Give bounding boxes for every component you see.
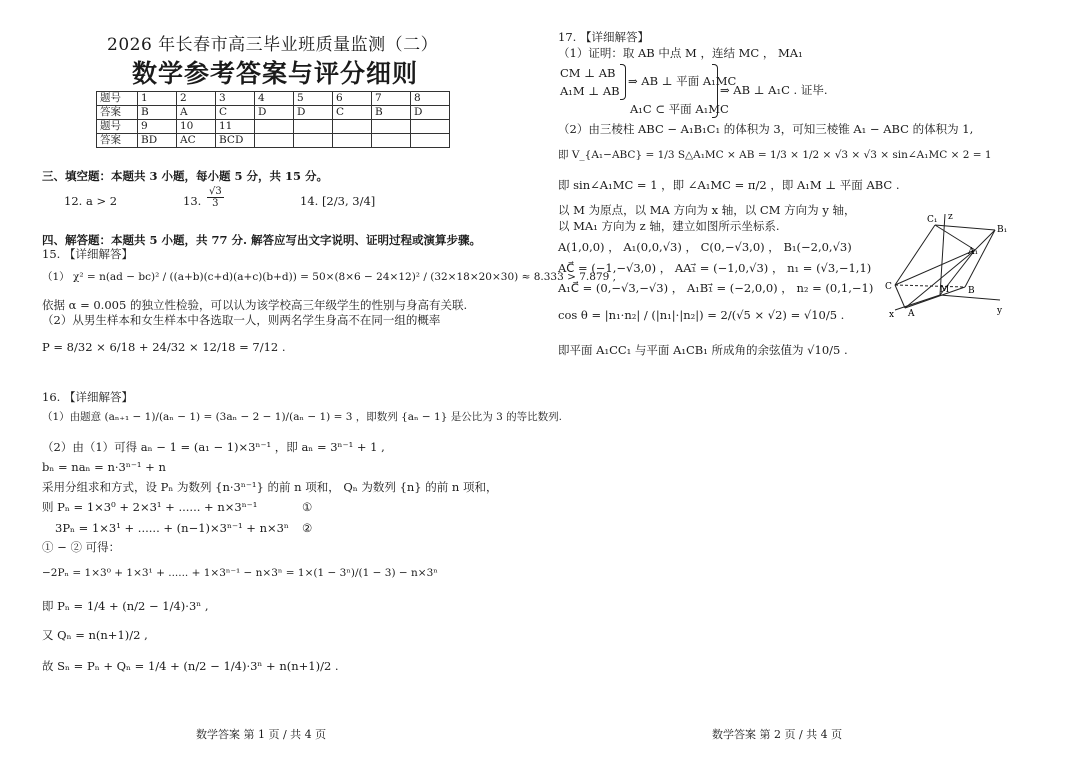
- answer-table-row: [97, 134, 450, 148]
- page-1-footer: 数学答案 第 1 页 / 共 4 页: [196, 728, 327, 741]
- answer-table-cell: [333, 134, 372, 148]
- answer-table-cell: C: [216, 106, 255, 120]
- answer-table-cell: 10: [177, 120, 216, 134]
- q17-line-10: cos θ = |n₁·n₂| / (|n₁|·|n₂|) = 2/(√5 × √2) = √10/5 .: [558, 308, 845, 322]
- q15-line-1: （1） χ² = n(ad − bc)² / ((a+b)(c+d)(a+c)(b+d)) = 50×(8×6 − 24×12)² / (32×18×20×30) ≈ 8.333 > 7.879 ,: [42, 271, 616, 283]
- answer-table-cell: [411, 120, 450, 134]
- answer-table-cell: AC: [177, 134, 216, 148]
- label-b1: B₁: [997, 225, 1008, 235]
- answer-table-cell: [255, 120, 294, 134]
- fill-13-numerator: √3: [209, 186, 222, 197]
- answer-table: [96, 91, 450, 148]
- answer-table-cell: 8: [411, 92, 450, 106]
- q16-line-7: ① − ② 可得：: [42, 540, 121, 554]
- answer-table-cell: 答案: [97, 106, 138, 120]
- answer-table-cell: D: [294, 106, 333, 120]
- q17-line-4: 即 sin∠A₁MC = 1 ，即 ∠A₁MC = π/2 ，即 A₁M ⊥ 平面 ABC .: [558, 178, 900, 192]
- answer-key-title: 数学参考答案与评分细则: [132, 59, 419, 88]
- section-3-heading: 三、填空题：本题共 3 小题，每小题 5 分，共 15 分。: [42, 169, 329, 183]
- fill-answer-12: 12. a > 2: [64, 194, 118, 208]
- label-c1: C₁: [927, 215, 938, 225]
- answer-table-cell: BD: [138, 134, 177, 148]
- answer-table-cell: 5: [294, 92, 333, 106]
- answer-table-cell: 2: [177, 92, 216, 106]
- answer-table-cell: [372, 120, 411, 134]
- answer-table-cell: C: [333, 106, 372, 120]
- answer-table-cell: B: [372, 106, 411, 120]
- label-a1: A₁: [968, 247, 979, 257]
- q15-line-4: P = 8/32 × 6/18 + 24/32 × 12/18 = 7/12 .: [42, 340, 286, 354]
- q15-line-2: 依据 α = 0.005 的独立性检验，可以认为该学校高三年级学生的性别与身高有关联.: [42, 298, 468, 312]
- label-m: M: [940, 285, 950, 295]
- answer-table-cell: 3: [216, 92, 255, 106]
- label-a: A: [908, 309, 915, 319]
- fill-answer-13: [205, 186, 226, 209]
- q17-line-8: AC⃗ = (−1,−√3,0) ， AA₁⃗ = (−1,0,√3) ， n₁ = (√3,−1,1): [558, 261, 872, 275]
- answer-table-row: [97, 106, 450, 120]
- q15-title: 15. 【详细解答】: [42, 247, 133, 261]
- q17-line-11: 即平面 A₁CC₁ 与平面 A₁CB₁ 所成角的余弦值为 √10/5 .: [558, 343, 848, 357]
- label-y: y: [997, 306, 1003, 316]
- answer-table-cell: A: [177, 106, 216, 120]
- answer-table-cell: 题号: [97, 92, 138, 106]
- answer-table-cell: 9: [138, 120, 177, 134]
- answer-table-cell: B: [138, 106, 177, 120]
- prism-figure: [885, 210, 1060, 320]
- q16-title: 16. 【详细解答】: [42, 390, 133, 404]
- answer-table-cell: [255, 134, 294, 148]
- q16-marker-2: ②: [302, 521, 313, 535]
- q17-result-1: ⇒ AB ⊥ 平面 A₁MC: [628, 74, 737, 88]
- q16-line-4: 采用分组求和方式，设 Pₙ 为数列 {n·3ⁿ⁻¹} 的前 n 项和， Qₙ 为数列 {n} 的前 n 项和，: [42, 480, 498, 494]
- q16-line-1: （1）由题意 (aₙ₊₁ − 1)/(aₙ − 1) = (3aₙ − 2 − 1)/(aₙ − 1) = 3 ，即数列 {aₙ − 1} 是公比为 3 的等比数列.: [42, 411, 562, 423]
- answer-table-cell: 4: [255, 92, 294, 106]
- q16-line-3: bₙ = naₙ = n·3ⁿ⁻¹ + n: [42, 460, 166, 474]
- q17-line-2: （2）由三棱柱 ABC − A₁B₁C₁ 的体积为 3，可知三棱锥 A₁ − ABC 的体积为 1,: [558, 122, 974, 136]
- brace-1: [620, 64, 626, 100]
- answer-table-cell: 1: [138, 92, 177, 106]
- q17-cond-3: A₁C ⊂ 平面 A₁MC: [630, 102, 729, 116]
- q17-line-6: 以 MA₁ 方向为 z 轴，建立如图所示坐标系.: [558, 219, 780, 233]
- q17-line-3: 即 V_{A₁−ABC} = 1/3 S△A₁MC × AB = 1/3 × 1/2 × √3 × √3 × sin∠A₁MC × 2 = 1: [558, 149, 992, 161]
- q16-line-11: 故 Sₙ = Pₙ + Qₙ = 1/4 + (n/2 − 1/4)·3ⁿ + n(n+1)/2 .: [42, 659, 339, 673]
- exam-title: 2026 年长春市高三毕业班质量监测（二）: [107, 35, 439, 55]
- answer-table-row: [97, 92, 450, 106]
- q17-cond-1: CM ⊥ AB: [560, 66, 616, 80]
- q17-line-1: （1）证明：取 AB 中点 M ，连结 MC ， MA₁: [558, 46, 803, 60]
- q17-cond-2: A₁M ⊥ AB: [560, 84, 620, 98]
- fill-answer-13-label: 13.: [183, 194, 202, 208]
- answer-table-cell: [294, 120, 333, 134]
- answer-table-cell: [372, 134, 411, 148]
- fill-answer-14: 14. [2/3, 3/4]: [300, 194, 376, 208]
- q17-line-5: 以 M 为原点，以 MA 方向为 x 轴，以 CM 方向为 y 轴，: [558, 203, 856, 217]
- q15-line-3: （2）从男生样本和女生样本中各选取一人，则两名学生身高不在同一组的概率: [42, 313, 441, 327]
- q16-line-5: 则 Pₙ = 1×3⁰ + 2×3¹ + ...... + n×3ⁿ⁻¹: [42, 500, 258, 514]
- answer-table-cell: D: [411, 106, 450, 120]
- label-c: C: [885, 282, 892, 292]
- answer-table-cell: 7: [372, 92, 411, 106]
- section-4-heading: 四、解答题：本题共 5 小题，共 77 分. 解答应写出文字说明、证明过程或演算步骤。: [42, 233, 482, 247]
- q16-line-8: −2Pₙ = 1×3⁰ + 1×3¹ + ...... + 1×3ⁿ⁻¹ − n×3ⁿ = 1×(1 − 3ⁿ)/(1 − 3) − n×3ⁿ: [42, 567, 438, 579]
- q16-marker-1: ①: [302, 500, 313, 514]
- q17-line-9: A₁C⃗ = (0,−√3,−√3) ， A₁B₁⃗ = (−2,0,0) ， n₂ = (0,1,−1): [558, 281, 874, 295]
- answer-table-cell: 答案: [97, 134, 138, 148]
- q16-line-2: （2）由（1）可得 aₙ − 1 = (a₁ − 1)×3ⁿ⁻¹ ，即 aₙ = 3ⁿ⁻¹ + 1 ,: [42, 440, 385, 454]
- answer-table-cell: [294, 134, 333, 148]
- q17-line-7: A(1,0,0) ， A₁(0,0,√3) ， C(0,−√3,0) ， B₁(−2,0,√3): [558, 240, 852, 254]
- answer-table-cell: [333, 120, 372, 134]
- page-2-footer: 数学答案 第 2 页 / 共 4 页: [712, 728, 843, 741]
- q17-title: 17. 【详细解答】: [558, 30, 649, 44]
- answer-table-cell: 6: [333, 92, 372, 106]
- label-x: x: [889, 310, 895, 320]
- answer-table-cell: D: [255, 106, 294, 120]
- q17-result-2: ⇒ AB ⊥ A₁C . 证毕.: [720, 83, 828, 97]
- answer-table-cell: 11: [216, 120, 255, 134]
- q16-line-9: 即 Pₙ = 1/4 + (n/2 − 1/4)·3ⁿ ,: [42, 599, 209, 613]
- answer-table-cell: 题号: [97, 120, 138, 134]
- answer-table-cell: BCD: [216, 134, 255, 148]
- label-b: B: [968, 286, 975, 296]
- answer-table-cell: [411, 134, 450, 148]
- q16-line-10: 又 Qₙ = n(n+1)/2 ,: [42, 628, 148, 642]
- label-z: z: [948, 212, 953, 222]
- q16-line-6: 3Pₙ = 1×3¹ + ...... + (n−1)×3ⁿ⁻¹ + n×3ⁿ: [55, 521, 289, 535]
- answer-table-row: [97, 120, 450, 134]
- fill-13-denominator: 3: [212, 198, 219, 209]
